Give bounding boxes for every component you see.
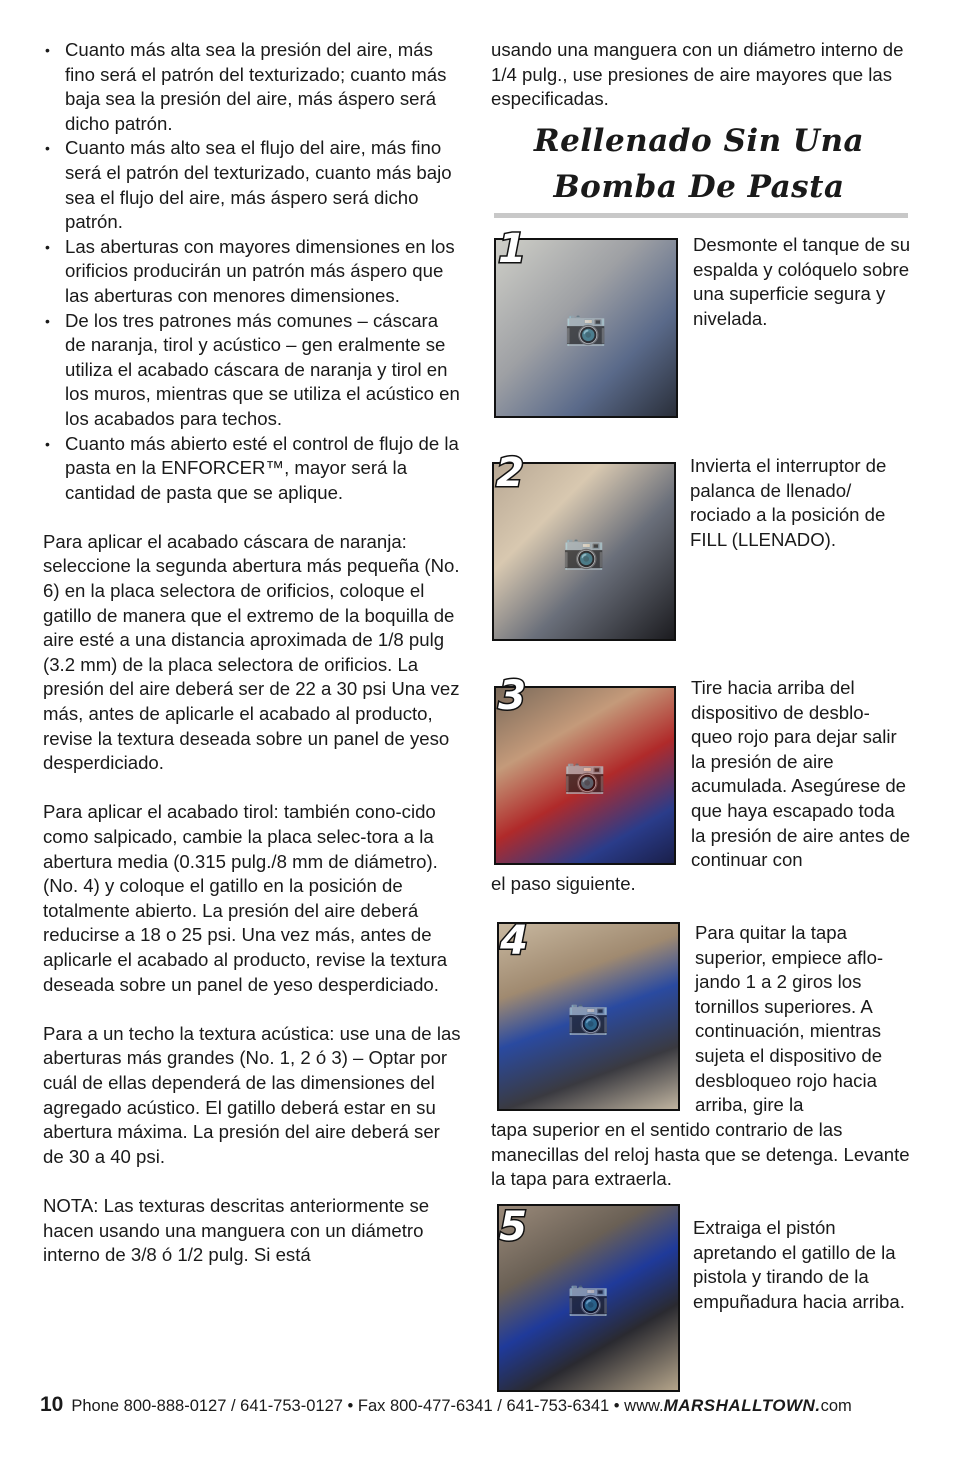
- step-3-text: Tire hacia arriba del dispositivo de desblo-queo rojo para dejar salir la presión de aire acumulada. Asegúrese de que haya escapado toda la presión de aire antes de continuar con: [691, 677, 911, 871]
- camera-icon: 📷: [567, 1279, 610, 1317]
- step-5-number: 5: [499, 1204, 527, 1250]
- acoustic-paragraph: Para a un techo la textura acústica: use una de las aberturas más grandes (No. 1, 2 ó 3) – Optar por cuál de ellas dependerá de las dimensiones del agregado acústico. El gatillo deberá estar en su abertura máxima. La presión del aire deberá ser de 30 a 40 psi.: [43, 1022, 461, 1167]
- orange-peel-paragraph: Para aplicar el acabado cáscara de naranja: seleccione la segunda abertura más pequeña (No. 6) en la placa selectora de orificios, coloque el gatillo de manera que el extremo de la boquilla de aire esté a una distancia aproximada de 1/8 pulg (3.2 mm) de la placa selectora de orificios. La presión del aire deberá ser de 22 a 30 psi Una vez más, antes de aplicarle el acabado al producto, revise la textura deseada sobre un panel de yeso desperdiciado.: [43, 530, 460, 774]
- website-tld: com: [820, 1397, 852, 1415]
- step-3-number: 3: [498, 673, 526, 719]
- brand-logo: MARSHALLTOWN.: [663, 1396, 821, 1415]
- camera-icon: 📷: [562, 532, 606, 571]
- camera-icon: 📷: [564, 309, 608, 347]
- step-4-text-continued: tapa superior en el sentido contrario de las manecillas del reloj hasta que se detenga. Levante la tapa para extraerla.: [491, 1119, 910, 1190]
- tip-item: • Las aberturas con mayores dimensiones en los orificios producirán un patrón más áspero que las aberturas con menores dimensiones.: [43, 235, 463, 309]
- page-footer: [40, 1389, 954, 1421]
- camera-icon: 📷: [563, 756, 607, 795]
- section-title: [491, 118, 907, 210]
- tips-list: [43, 38, 463, 505]
- note-paragraph: NOTA: Las texturas descritas anteriormente se hacen usando una manguera con un diámetro interno de 3/8 ó 1/2 pulg. Si está: [43, 1194, 430, 1266]
- section-divider: [494, 213, 908, 218]
- step-1-number: 1: [498, 226, 526, 272]
- step-2-text: Invierta el interruptor de palanca de llenado/ rociado a la posición de FILL (LLENADO).: [690, 455, 887, 550]
- left-column: [43, 38, 463, 1268]
- contact-info: Phone 800-888-0127 / 641-753-0127 • Fax 800-477-6341 / 641-753-6341 • www.: [71, 1397, 664, 1415]
- step-4-number: 4: [500, 918, 528, 964]
- tip-item: • Cuanto más abierto esté el control de flujo de la pasta en la ENFORCER™, mayor será la cantidad de pasta que se aplique.: [43, 432, 463, 506]
- step-4-text: Para quitar la tapa superior, empiece aflo-jando 1 a 2 giros los tornillos superiores. A continuación, mientras sujeta el dispositivo de desbloqueo rojo hacia arriba, gire la: [695, 922, 884, 1116]
- continuation-text: usando una manguera con un diámetro interno de 1/4 pulg., use presiones de aire mayores que las especificadas.: [491, 39, 904, 110]
- tip-item: • Cuanto más alto sea el flujo del aire, más fino será el patrón del texturizado, cuanto más bajo sea el flujo del aire, más áspero será dicho patrón.: [43, 136, 463, 234]
- step-5-text: Extraiga el pistón apretando el gatillo de la pistola y tirando de la empuñadura hacia arriba.: [693, 1217, 905, 1312]
- tirol-paragraph: Para aplicar el acabado tirol: también cono-cido como salpicado, cambie la placa selec-tora a la abertura media (0.315 pulg./8 mm de diámetro). (No. 4) y coloque el gatillo en la posición de totalmente abierto. La presión del aire deberá reducirse a 18 o 25 psi. Una vez más, antes de aplicarle el acabado al producto, revise la textura deseada sobre un panel de yeso desperdiciado.: [43, 801, 448, 995]
- section-title-line: Bomba De Pasta: [553, 169, 845, 205]
- camera-icon: 📷: [567, 997, 610, 1036]
- section-title-line: Rellenado Sin Una: [533, 123, 865, 159]
- tip-item: • Cuanto más alta sea la presión del aire, más fino será el patrón del texturizado; cuanto más baja sea la presión del aire, más áspero será dicho patrón.: [43, 38, 463, 136]
- tip-item: • De los tres patrones más comunes – cáscara de naranja, tirol y acústico – gen eralmente se utiliza el acabado cáscara de naranja y tirol en los muros, mientras que se utiliza el acústico en los acabados para techos.: [43, 309, 463, 432]
- step-2-number: 2: [496, 450, 524, 496]
- step-1-text: Desmonte el tanque de su espalda y colóquelo sobre una superficie segura y nivelada.: [693, 234, 911, 329]
- page-number: 10: [40, 1393, 64, 1416]
- step-3-text-continued: el paso siguiente.: [491, 873, 636, 894]
